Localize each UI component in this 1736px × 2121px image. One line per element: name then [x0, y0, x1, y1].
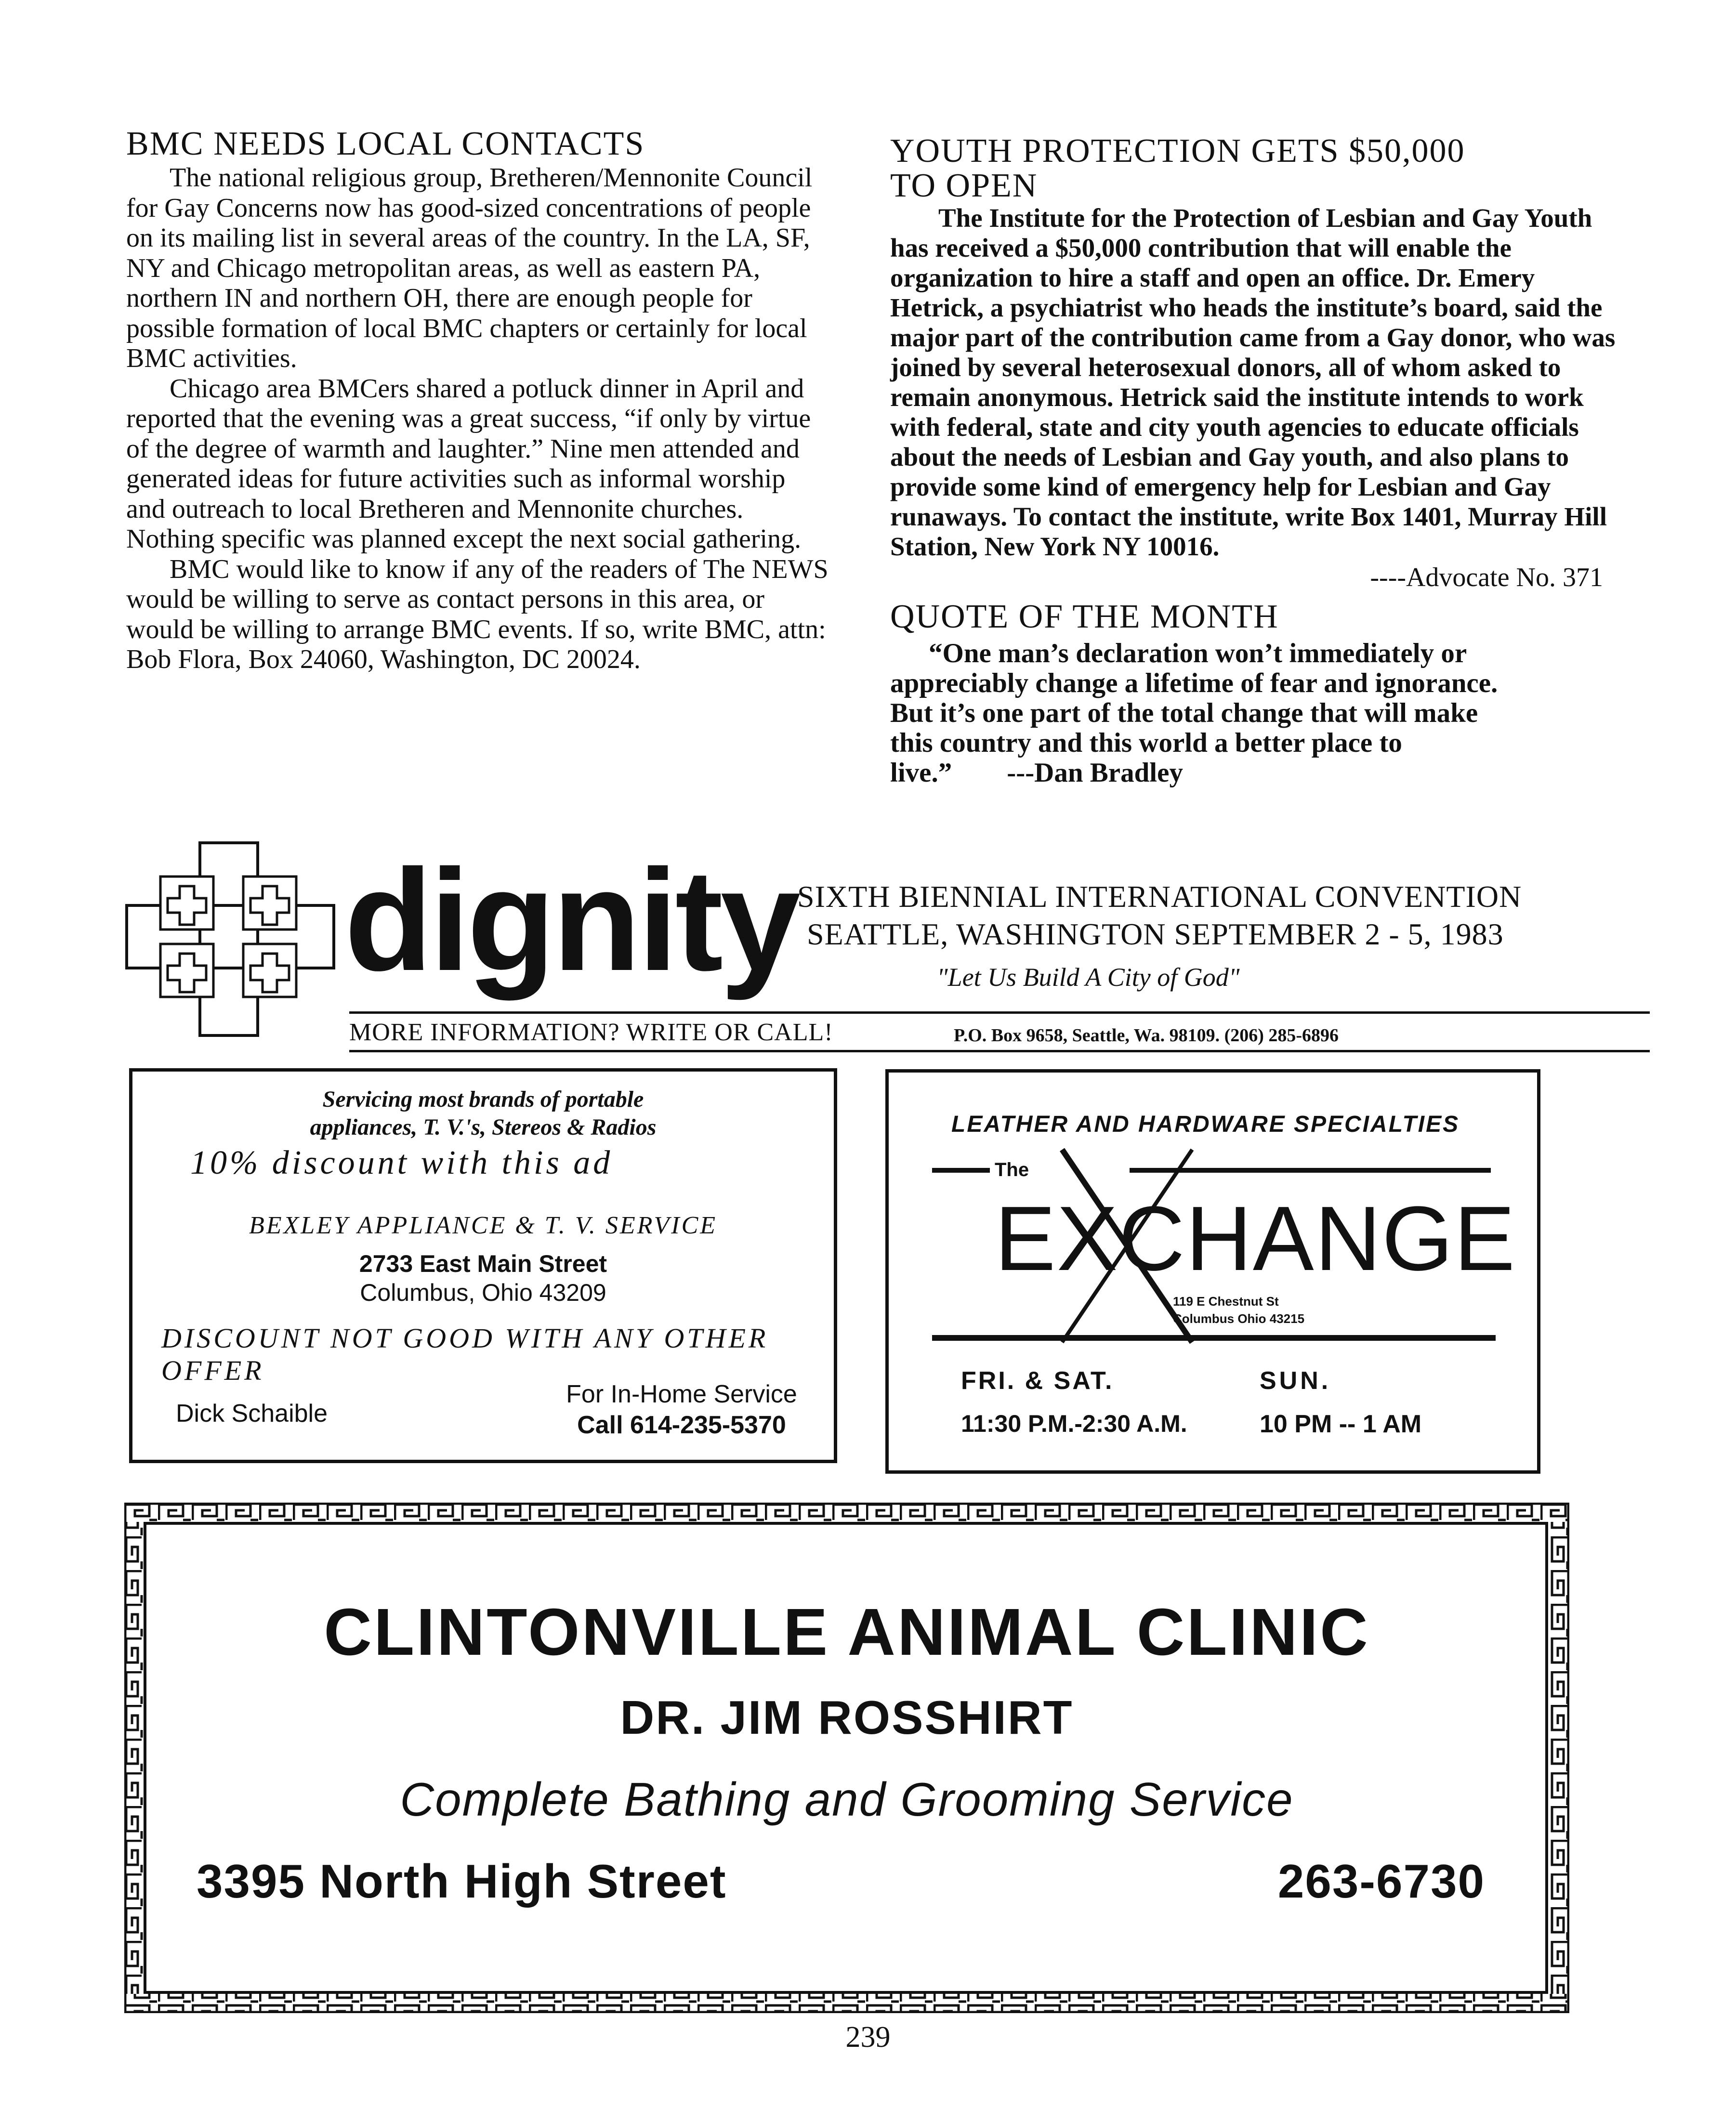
bmc-paragraph-1: The national religious group, Bretheren/Mennonite Council for Gay Concerns now has good-sized concentrations of people on its mailing list in several areas of the country. In the LA, SF, NY and Chicago metropolitan areas, as well as eastern PA, northern IN and northern OH, there are enough people for possible formation of local BMC chapters or certainly for local BMC activities.	[126, 163, 813, 373]
dignity-slogan: "Let Us Build A City of God"	[937, 963, 1240, 992]
bexley-discount-note: DISCOUNT NOT GOOD WITH ANY OTHER OFFER	[161, 1322, 769, 1386]
exchange-address-2: Columbus Ohio 43215	[1173, 1311, 1305, 1326]
dignity-address: P.O. Box 9658, Seattle, Wa. 98109. (206) 285-6896	[954, 1025, 1339, 1046]
bmc-paragraph-3: BMC would like to know if any of the readers of The NEWS would be willing to serve as contact persons in this area, or would be willing to arrange BMC events. If so, write BMC, attn: Bob Flora, Box 24060, Washington, DC 20024.	[126, 554, 829, 674]
bmc-article	[126, 126, 829, 675]
exchange-ad	[885, 1069, 1540, 1474]
youth-body: The Institute for the Protection of Lesbian and Gay Youth has received a $50,000 contribution that will enable the organization to hire a staff and open an office. Dr. Emery Hetrick, a psychiatrist who heads the institute’s board, said the major part of the contribution came from a Gay donor, who was joined by several heterosexual donors, all of whom asked to remain anonymous. Hetrick said the institute intends to work with federal, state and city youth agencies to educate officials about the needs of Lesbian and Gay youth, and also plans to provide some kind of emergency help for Lesbian and Gay runaways. To contact the institute, write Box 1401, Murray Hill Station, New York NY 10016.	[890, 203, 1616, 561]
clinic-name: CLINTONVILLE ANIMAL CLINIC	[324, 1595, 1370, 1669]
youth-article	[890, 134, 1622, 788]
clinic-phone: 263-6730	[1277, 1855, 1485, 1908]
quote-body: “One man’s declaration won’t immediately or appreciably change a lifetime of fear and ignorance. But it’s one part of the total change that will make this country and this world a better place to live.”	[890, 638, 1498, 788]
clinic-inner-frame	[144, 1522, 1548, 1994]
quote-author: ---Dan Bradley	[1007, 758, 1183, 788]
bexley-business-name: BEXLEY APPLIANCE & T. V. SERVICE	[249, 1212, 718, 1239]
youth-credit: ----Advocate No. 371	[1370, 563, 1603, 592]
bexley-contact-person: Dick Schaible	[176, 1400, 328, 1427]
bexley-street: 2733 East Main Street	[359, 1250, 607, 1277]
youth-heading-line-2: TO OPEN	[890, 167, 1038, 204]
dignity-convention-line: SIXTH BIENNIAL INTERNATIONAL CONVENTION	[797, 879, 1522, 914]
youth-heading-line-1: YOUTH PROTECTION GETS $50,000	[890, 132, 1465, 170]
exchange-hours-1: 11:30 P.M.-2:30 A.M.	[961, 1410, 1187, 1437]
exchange-name: EXCHANGE	[995, 1188, 1516, 1290]
quote-heading: QUOTE OF THE MONTH	[890, 598, 1279, 635]
exchange-address-1: 119 E Chestnut St	[1173, 1294, 1279, 1309]
exchange-days-1: FRI. & SAT.	[961, 1367, 1114, 1395]
clinic-address: 3395 North High Street	[197, 1855, 727, 1908]
dignity-cross-logo	[123, 838, 344, 1040]
bexley-service-line-2: appliances, T. V.'s, Stereos & Radios	[310, 1114, 657, 1140]
exchange-the: The	[995, 1159, 1029, 1180]
exchange-hours-2: 10 PM -- 1 AM	[1260, 1410, 1422, 1438]
dignity-rule-bottom	[349, 1050, 1650, 1052]
bexley-in-home-service: For In-Home Service	[566, 1380, 797, 1408]
exchange-days-2: SUN.	[1260, 1367, 1331, 1395]
clinic-service: Complete Bathing and Grooming Service	[400, 1773, 1294, 1826]
bexley-phone: Call 614-235-5370	[577, 1411, 786, 1439]
quote-text	[890, 639, 1526, 788]
exchange-rule-left	[932, 1168, 990, 1173]
bexley-city: Columbus, Ohio 43209	[360, 1279, 606, 1306]
exchange-rule-bottom	[932, 1335, 1496, 1341]
clinic-ad	[124, 1503, 1569, 2013]
dignity-wordmark: dignity	[344, 839, 798, 1001]
bexley-discount: 10% discount with this ad	[190, 1144, 613, 1181]
page-number: 239	[845, 2021, 891, 2054]
bexley-service-line-1: Servicing most brands of portable	[322, 1087, 644, 1112]
bexley-ad	[129, 1068, 837, 1463]
bmc-heading: BMC NEEDS LOCAL CONTACTS	[126, 125, 645, 162]
dignity-rule-top	[349, 1011, 1650, 1014]
dignity-more-info: MORE INFORMATION? WRITE OR CALL!	[349, 1019, 833, 1046]
bmc-paragraph-2: Chicago area BMCers shared a potluck dinner in April and reported that the evening was a great success, “if only by virtue of the degree of warmth and laughter.” Nine men attended and generated ideas for future activities such as informal worship and outreach to local Bretheren and Mennonite churches. Nothing specific was planned except the next social gathering.	[126, 373, 811, 554]
dignity-location-line: SEATTLE, WASHINGTON SEPTEMBER 2 - 5, 1983	[807, 917, 1504, 951]
dignity-ad	[123, 838, 1616, 1064]
clinic-doctor: DR. JIM ROSSHIRT	[620, 1691, 1074, 1744]
exchange-tagline: LEATHER AND HARDWARE SPECIALTIES	[951, 1112, 1460, 1137]
